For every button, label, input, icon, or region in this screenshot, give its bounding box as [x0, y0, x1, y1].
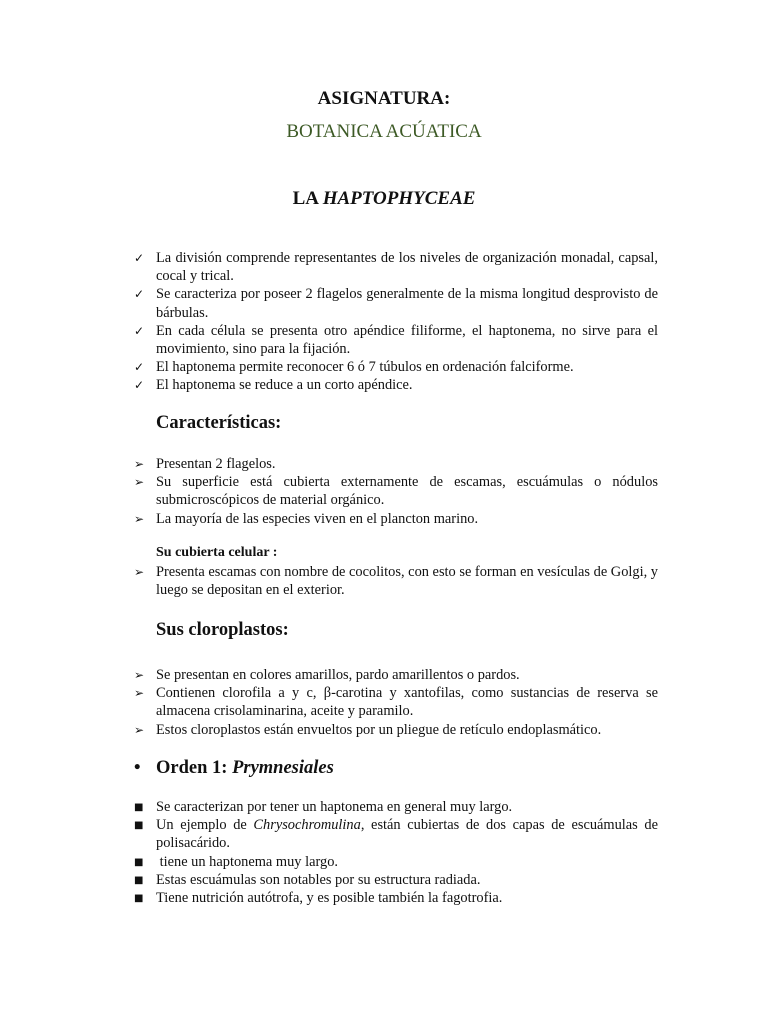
- check-icon: ✓: [134, 251, 145, 265]
- list-item: ✓ El haptonema permite reconocer 6 ó 7 túbulos en ordenación falciforme.: [134, 359, 574, 376]
- square-bullet-icon: ■: [134, 820, 144, 832]
- arrow-bullet-icon: ➢: [134, 457, 145, 471]
- check-icon: ✓: [134, 287, 145, 302]
- intro-list: [134, 249, 658, 395]
- square-bullet-icon: ■: [134, 874, 144, 886]
- check-icon: ✓: [134, 323, 145, 338]
- list-item: ➢ Se presentan en colores amarillos, pardo amarillentos o pardos.: [134, 667, 520, 683]
- square-bullet-icon: ■: [134, 802, 144, 813]
- arrow-bullet-icon: ➢: [134, 668, 145, 682]
- list-item: ✓ Se caracteriza por poseer 2 flagelos generalmente de la misma longitud desprovisto de bárbulas.: [134, 286, 658, 321]
- orden-label: Orden 1:: [156, 758, 233, 778]
- list-item: ➢ Su superficie está cubierta externamente de escamas, escuámulas o nódulos submicroscópicos de material orgánico.: [134, 474, 658, 509]
- subject-name: BOTANICA ACÚATICA: [286, 121, 482, 142]
- arrow-bullet-icon: ➢: [134, 686, 145, 701]
- cubierta-heading: Su cubierta celular :: [156, 545, 278, 560]
- list-item: ■ Estas escuámulas son notables por su estructura radiada.: [134, 871, 481, 888]
- orden-name: Prymnesiales: [232, 758, 334, 778]
- check-icon: ✓: [134, 378, 145, 393]
- arrow-bullet-icon: ➢: [134, 475, 145, 490]
- list-item: ✓ La división comprende representantes de los niveles de organización monadal, capsal, cocal y trical.: [134, 250, 658, 285]
- cloroplastos-heading: Sus cloroplastos:: [156, 620, 289, 640]
- bullet-icon: •: [134, 758, 141, 778]
- arrow-bullet-icon: ➢: [134, 511, 145, 526]
- list-item: ➢ Presentan 2 flagelos.: [134, 456, 276, 472]
- topic-name: HAPTOPHYCEAE: [322, 188, 476, 209]
- list-item: ➢ Estos cloroplastos están envueltos por un pliegue de retículo endoplasmático.: [134, 721, 602, 738]
- list-item: ➢ Presenta escamas con nombre de cocolitos, con esto se forman en vesículas de Golgi, y luego se depositan en el exterior.: [134, 564, 658, 599]
- species-name: Chrysochromulina: [253, 817, 361, 834]
- list-item: ✓ El haptonema se reduce a un corto apéndice.: [134, 377, 413, 394]
- cubierta-list: [134, 563, 658, 599]
- caracteristicas-heading: Características:: [156, 413, 282, 433]
- topic-prefix: LA: [292, 188, 323, 209]
- topic-title: [0, 188, 768, 210]
- arrow-bullet-icon: ➢: [134, 722, 145, 737]
- list-item: ■ Se caracterizan por tener un haptonema en general muy largo.: [134, 799, 513, 815]
- list-item: ■ Un ejemplo de Chrysochromulina, están cubiertas de dos capas de escuámulas de polisacárido.: [134, 817, 658, 852]
- cloroplastos-list: [134, 666, 658, 739]
- list-item: ➢ La mayoría de las especies viven en el plancton marino.: [134, 510, 479, 527]
- arrow-bullet-icon: ➢: [134, 565, 145, 579]
- subject-label: ASIGNATURA:: [317, 88, 451, 109]
- square-bullet-icon: ■: [134, 856, 144, 868]
- list-item: ■ tiene un haptonema muy largo.: [134, 853, 338, 870]
- square-bullet-icon: ■: [134, 893, 144, 905]
- list-item: ➢ Contienen clorofila a y c, β-carotina y xantofilas, como sustancias de reserva se almacena crisolaminarina, aceite y paramilo.: [134, 685, 658, 720]
- check-icon: ✓: [134, 360, 145, 375]
- caracteristicas-list: [134, 455, 658, 528]
- list-item: ■ Tiene nutrición autótrofa, y es posible también la fagotrofia.: [134, 890, 503, 907]
- orden-heading: [134, 758, 334, 779]
- orden-list: [134, 798, 658, 907]
- list-item: ✓ En cada célula se presenta otro apéndice filiforme, el haptonema, no sirve para el movimiento, sino para la fijación.: [134, 322, 658, 358]
